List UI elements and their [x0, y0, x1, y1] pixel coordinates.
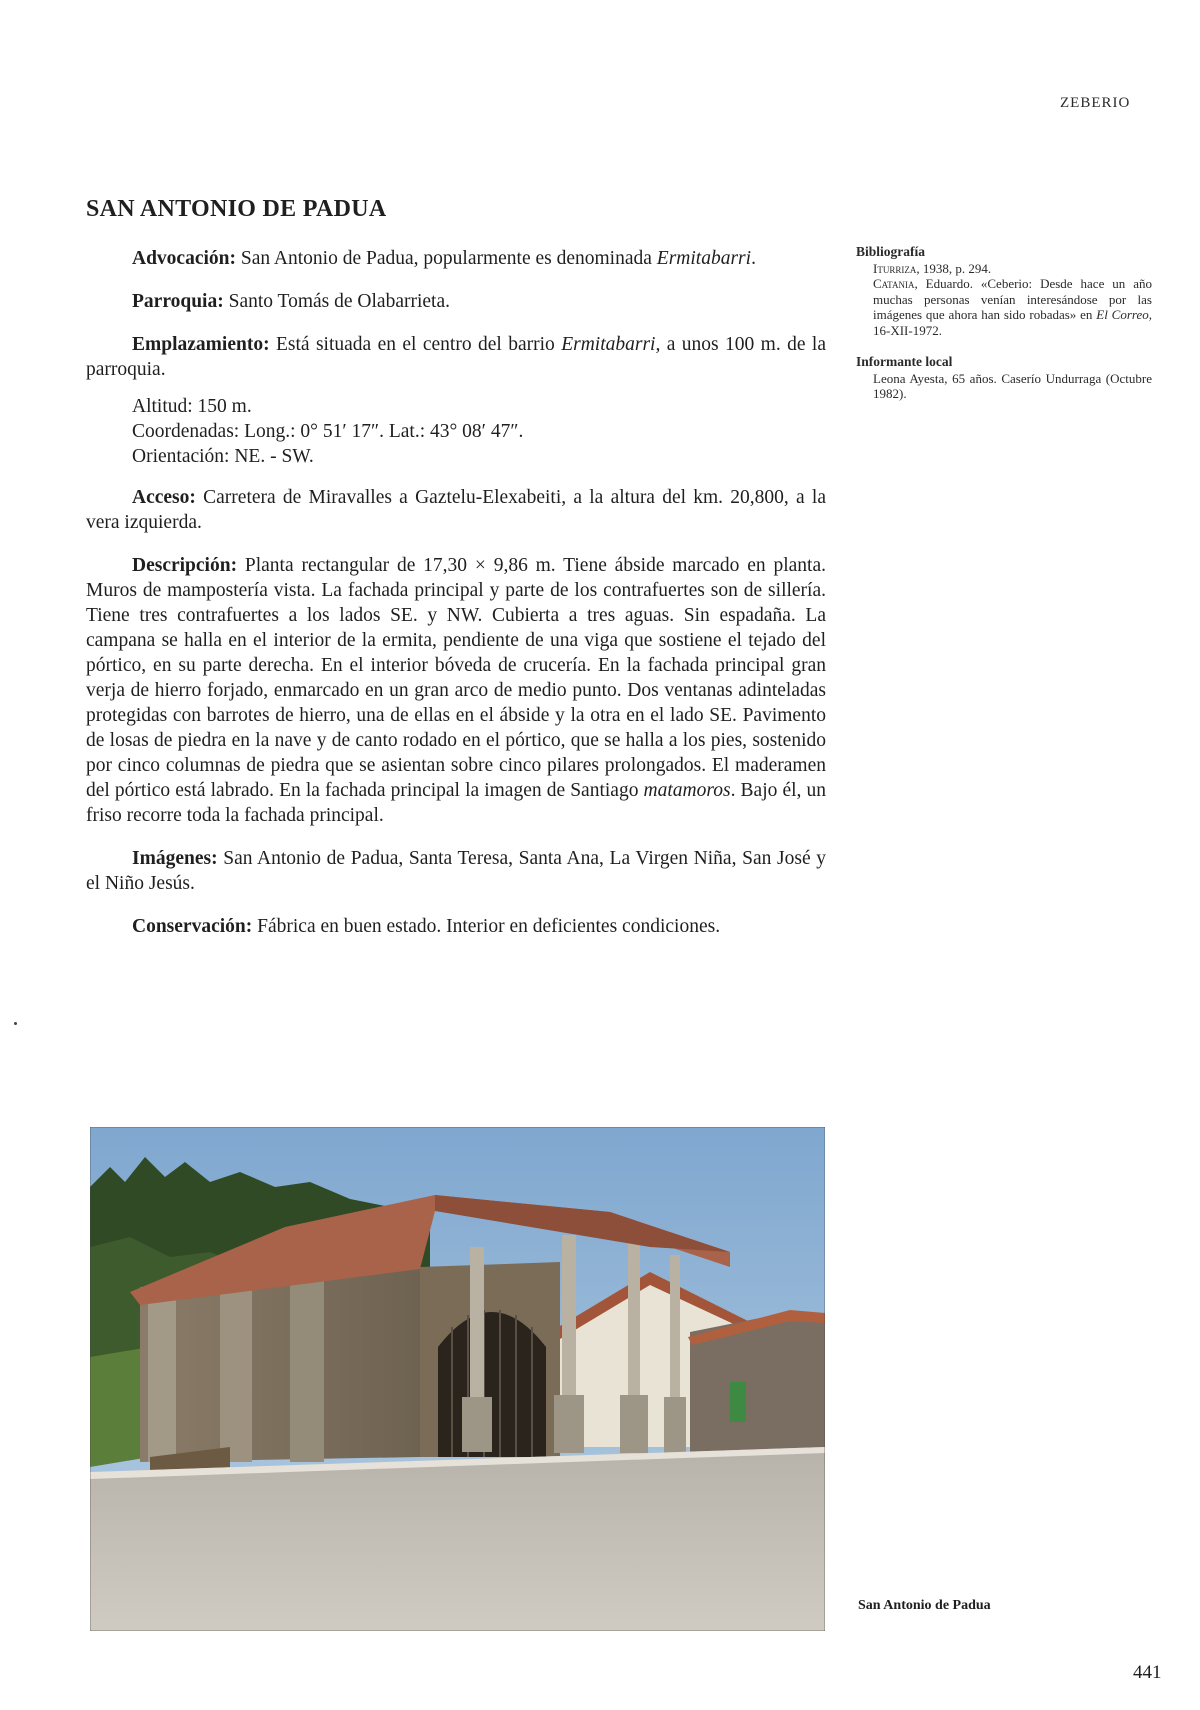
page-title: SAN ANTONIO DE PADUA: [86, 196, 387, 222]
informante-heading: Informante local: [856, 354, 953, 369]
parroquia-paragraph: [86, 289, 826, 314]
descripcion-label: Descripción:: [132, 555, 238, 576]
imagenes-text: San Antonio de Padua, Santa Teresa, Santa Ana, La Virgen Niña, San José y el Niño Jesús.: [86, 848, 827, 894]
page-number: 441: [1133, 1662, 1162, 1683]
descripcion-text: Planta rectangular de 17,30 × 9,86 m. Tiene ábside marcado en planta. Muros de mampostería vista. La fachada principal y parte de los contrafuertes son de sillería. Tiene tres contrafuertes a los lados SE. y NW. Cubierta a tres aguas. Sin espadaña. La campana se halla en el interior de la ermita, pendiente de una viga que sostiene el tejado del pórtico, en su parte derecha. En el interior bóveda de crucería. En la fachada principal gran verja de hierro forjado, enmarcado en un gran arco de medio punto. Dos ventanas adinteladas protegidas con barrotes de hierro, una de ellas en el ábside y la otra en el lado SE. Pavimento de losas de piedra en la nave y de canto rodado en el pórtico, que se halla a los pies, sostenido por cinco columnas de piedra que se asientan sobre cinco pilares prolongados. El maderamen del pórtico está labrado. En la fachada principal la imagen de Santiago: [86, 555, 826, 801]
bibliography-ref: , 1938, p. 294.: [916, 260, 992, 276]
bibliografia-heading: Bibliografía: [856, 244, 926, 259]
emplazamiento-italic: Ermitabarri,: [561, 334, 661, 355]
advocacion-label: Advocación:: [132, 248, 236, 269]
photo-caption: San Antonio de Padua: [858, 1598, 991, 1613]
coordenadas-line: Coordenadas: Long.: 0° 51′ 17″. Lat.: 43° 08′ 47″.: [132, 421, 524, 442]
location-details: [132, 394, 826, 469]
parroquia-text: Santo Tomás de Olabarrieta.: [228, 291, 450, 312]
acceso-text: Carretera de Miravalles a Gaztelu-Elexabeiti, a la altura del km. 20,800, a la vera izquierda.: [86, 487, 827, 533]
emplazamiento-label: Emplazamiento:: [132, 334, 270, 355]
emplazamiento-paragraph: [86, 332, 826, 382]
parroquia-label: Parroquia:: [132, 291, 224, 312]
acceso-paragraph: [86, 485, 826, 535]
informante-block: [856, 354, 1152, 402]
bibliography-source: El Correo,: [1096, 307, 1152, 322]
hermitage-photo: [90, 1127, 825, 1631]
descripcion-paragraph: [86, 553, 826, 828]
acceso-label: Acceso:: [132, 487, 196, 508]
bibliography-author: Catania: [873, 276, 915, 291]
conservacion-text: Fábrica en buen estado. Interior en deficientes condiciones.: [257, 916, 721, 937]
conservacion-label: Conservación:: [132, 916, 253, 937]
advocacion-italic: Ermitabarri: [656, 248, 752, 269]
scan-speck: [14, 1022, 17, 1025]
imagenes-label: Imágenes:: [132, 848, 218, 869]
running-head: ZEBERIO: [1060, 95, 1131, 111]
descripcion-end: . Bajo él, un friso recorre toda la fachada principal.: [86, 780, 826, 826]
descripcion-italic: matamoros: [643, 780, 731, 801]
bibliography-item: [873, 261, 1152, 277]
emplazamiento-end: a unos 100 m. de la parroquia.: [86, 334, 827, 380]
informante-text: Leona Ayesta, 65 años. Caserío Undurraga (Octubre 1982).: [873, 370, 1152, 401]
advocacion-end: .: [751, 248, 756, 269]
advocacion-paragraph: [86, 246, 826, 271]
sidebar-notes: [856, 244, 1152, 418]
emplazamiento-text: Está situada en el centro del barrio: [275, 334, 562, 355]
bibliography-ref: , Eduardo. «Ceberio: Desde hace un año muchas personas venían interesándose por las imágenes que ahora han sido robadas» en: [873, 276, 1152, 322]
orientacion-line: Orientación: NE. - SW.: [132, 446, 314, 467]
bibliography-item: [873, 276, 1152, 338]
advocacion-text: San Antonio de Padua, popularmente es denominada: [240, 248, 657, 269]
bibliography-date: 16-XII-1972.: [873, 322, 942, 338]
bibliografia-block: [856, 244, 1152, 338]
altitud-line: Altitud: 150 m.: [132, 396, 252, 417]
conservacion-paragraph: [86, 914, 826, 939]
bibliography-author: Iturriza: [873, 260, 917, 276]
imagenes-paragraph: [86, 846, 826, 896]
main-text: [86, 246, 826, 957]
